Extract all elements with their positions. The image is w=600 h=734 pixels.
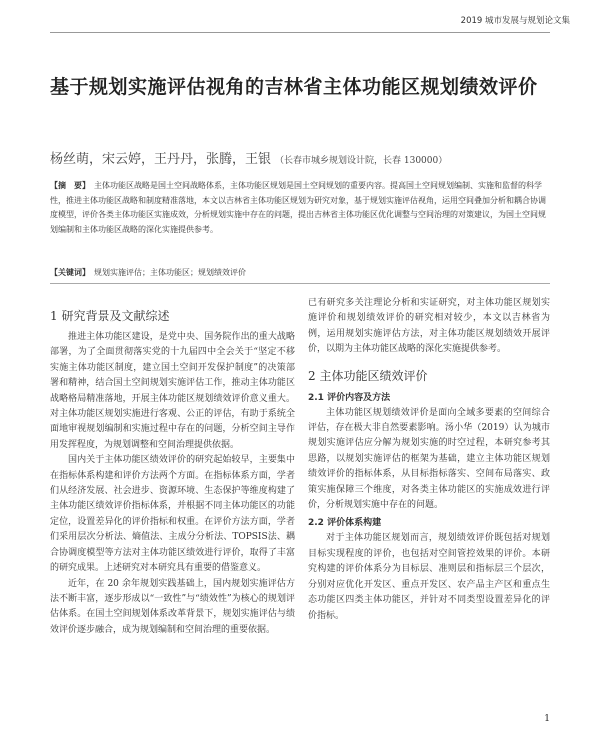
right-column-intro: 已有研究多关注理论分析和实证研究，对主体功能区规划实施评价和规划绩效评价的研究相对较少，本文以吉林省为例，运用规划实施评估方法，对主体功能区规划绩效开展评价，以期为主体功能区战略的深化实施提供参考。 bbox=[308, 298, 550, 355]
page-number: 1 bbox=[544, 714, 550, 724]
subsection-2-1-heading: 2.1 评价内容及方法 bbox=[308, 392, 391, 403]
abstract-divider bbox=[50, 283, 550, 284]
section-1-paragraph-3: 近年，在 20 余年规划实践基础上，国内规划实施评估方法不断丰富，逐步形成以“一致性”与“绩效性”为核心的规划评估体系。在国土空间规划体系改革背景下，规划实施评估与绩效评价逐步融合，成为规划编制和空间治理的重要依据。 bbox=[50, 578, 295, 635]
abstract-text: 主体功能区战略是国土空间战略体系，主体功能区规划是国土空间规划的重要内容。提高国土空间规划编制、实施和监督的科学性，推进主体功能区战略和制度精准落地，本文以吉林省主体功能区规划为研究对象，基于规划实施评估视角，运用空间叠加分析和耦合协调度模型，评价各类主体功能区实施成效，分析规划实施中存在的问题，提出吉林省主体功能区优化调整与空间治理的对策建议，为国土空间规划编制和主体功能区战略的深化实施提供参考。 bbox=[50, 181, 546, 234]
authors-line bbox=[50, 148, 570, 167]
running-head: 2019 城市发展与规划论文集 bbox=[460, 16, 570, 26]
abstract bbox=[50, 178, 550, 237]
header-divider bbox=[50, 32, 550, 33]
keywords-text: 规划实施评估；主体功能区；规划绩效评价 bbox=[94, 268, 246, 277]
subsection-2-1-text: 主体功能区规划绩效评价是面向全域多要素的空间综合评估，存在极大非自然要素影响。汤小华（2019）认为城市规划实施评估应分解为规划实施的时空过程，本研究参考其思路，以规划实施评估的框架为基础，建立主体功能区规划绩效评价的指标体系，从目标指标落实、空间布局落实、政策实施保障三个维度，对各类主体功能区的实施成效进行评价，分析规划实施中存在的问题。 bbox=[308, 407, 550, 511]
subsection-2-2-text: 对于主体功能区规划而言，规划绩效评价既包括对规划目标实现程度的评价，也包括对空间管控效果的评价。本研究构建的评价体系分为目标层、准则层和指标层三个层次，分别对应优化开发区、重点开发区、农产品主产区和重点生态功能区四类主体功能区，并针对不同类型设置差异化的评价指标。 bbox=[308, 533, 550, 621]
abstract-label: 【摘 要】 bbox=[50, 180, 90, 190]
section-2-heading: 2 主体功能区绩效评价 bbox=[308, 368, 428, 383]
author-names: 杨丝萌，宋云婷，王丹丹，张腾，王银 bbox=[50, 152, 272, 167]
section-1-heading: 1 研究背景及文献综述 bbox=[50, 309, 170, 323]
section-1-paragraph-1: 推进主体功能区建设，是党中央、国务院作出的重大战略部署，为了全面贯彻落实党的十九届四中全会关于“坚定不移实施主体功能区制度，建立国土空间开发保护制度”的决策部署和精神，结合国土空间规划实施评估工作，推动主体功能区战略格局精准落地，开展主体功能区规划绩效评价意义重大。对主体功能区规划实施进行客观、公正的评估，有助于系统全面地审视规划编制和实施过程中存在的问题，分析空间主导作用发挥程度，为规划调整和空间治理提供依据。 bbox=[50, 332, 295, 450]
right-column bbox=[308, 296, 550, 624]
author-affiliation: （长春市城乡规划设计院，长春 130000） bbox=[275, 156, 448, 166]
section-1-paragraph-2: 国内关于主体功能区绩效评价的研究起始较早，主要集中在指标体系构建和评价方法两个方面。在指标体系方面，学者们从经济发展、社会进步、资源环境、生态保护等维度构建了主体功能区绩效评价指标体系，并根据不同主体功能区的功能定位，设置差异化的评价指标和权重。在评价方法方面，学者们采用层次分析法、熵值法、主成分分析法、TOPSIS法、耦合协调度模型等方法对主体功能区绩效进行评价，取得了丰富的研究成果。上述研究对本研究具有重要的借鉴意义。 bbox=[50, 455, 295, 574]
subsection-2-2-heading: 2.2 评价体系构建 bbox=[308, 518, 382, 529]
paper-title: 基于规划实施评估视角的吉林省主体功能区规划绩效评价 bbox=[50, 76, 538, 98]
keywords bbox=[50, 267, 550, 278]
keywords-label: 【关键词】 bbox=[50, 267, 90, 277]
left-column bbox=[50, 306, 295, 638]
